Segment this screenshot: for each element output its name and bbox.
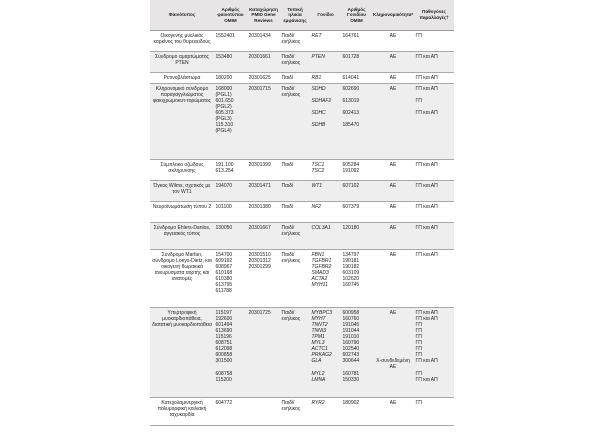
header-phenotype: Φαινότυπος: [150, 0, 214, 31]
table-row: [150, 160, 454, 181]
onset-age-cell: Παιδί/ενήλικος: [280, 398, 310, 426]
phenotype-omim-cell: 130050: [214, 223, 247, 250]
table-row: [150, 73, 454, 84]
inheritance-cell: ΑΕ: [372, 84, 414, 160]
gene-cell: SDHD SDHAF2 SDHC SDHB: [310, 84, 341, 160]
header-phenotype-omim: Αριθμός φαινοτύπου OMIM: [214, 0, 247, 31]
inheritance-cell: ΑΕ: [372, 398, 414, 426]
gene-omim-cell: 600958 160760 191045 191044 191010 160790 102540 602743 300644 160781 150330: [341, 308, 372, 398]
variants-cell: ΓΠ και ΑΠ: [414, 160, 454, 181]
phenotype-omim-cell: 194070: [214, 181, 247, 202]
table-row: [150, 84, 454, 160]
inheritance-cell: ΑΕ: [372, 223, 414, 250]
gene-omim-cell: 602690 613019 602413 185470: [341, 84, 372, 160]
phenotype-cell: Κληρονομικό σύνδρομο παραγαγγλιώματος φαιοχρωμοκυτ-τορώματος: [150, 84, 214, 160]
phenotype-cell: Νευροϊνωμάτωση τύπου 2: [150, 202, 214, 223]
genetics-table: [150, 0, 454, 426]
phenotype-cell: Όγκος Wilms, σχετικός με τον WT1: [150, 181, 214, 202]
onset-age-cell: Παιδί: [280, 160, 310, 181]
phenotype-cell: Σύνδρομο Ehlers-Danlos, αγγειακός τύπος: [150, 223, 214, 250]
pmid-cell: 20301715: [247, 84, 280, 160]
onset-age-cell: Παιδί: [280, 73, 310, 84]
onset-age-cell: Παιδί/ενήλικος: [280, 223, 310, 250]
genetics-table-container: [150, 0, 454, 426]
gene-cell: TSC1 TSC2: [310, 160, 341, 181]
pmid-cell: 20301399: [247, 160, 280, 181]
pmid-cell: [247, 398, 280, 426]
gene-cell: NF2: [310, 202, 341, 223]
variants-cell: ΓΠ και ΑΠ ΓΠ και ΑΠ ΓΠ ΓΠ ΓΠ ΓΠ ΓΠ ΓΠ ΓΠ και ΑΠ ΓΠ ΓΠ και ΑΠ: [414, 308, 454, 398]
phenotype-omim-cell: 191.100 613.254: [214, 160, 247, 181]
table-row: [150, 31, 454, 52]
gene-cell: RYR2: [310, 398, 341, 426]
onset-age-cell: Παιδί: [280, 202, 310, 223]
gene-omim-cell: 605284 191092: [341, 160, 372, 181]
table-row: [150, 52, 454, 73]
gene-cell: WT1: [310, 181, 341, 202]
gene-cell: PTEN: [310, 52, 341, 73]
phenotype-omim-cell: 154700 609192 608967 610168 610380 613795 611788: [214, 250, 247, 308]
phenotype-cell: Ρετινοβλάστωμα: [150, 73, 214, 84]
variants-cell: ΓΠ και ΑΠ ΓΠ ΓΠ και ΑΠ: [414, 84, 454, 160]
header-gene: Γονίδιο: [310, 0, 341, 31]
phenotype-cell: Υπερτροφική μυοκαρδιοπάθεια, διατατική μυοκαρδιοπάθεια: [150, 308, 214, 398]
onset-age-cell: Παιδί/ενήλικος: [280, 31, 310, 52]
phenotype-cell: Σύμπλοκο οζώδους σκλήρυνσης: [150, 160, 214, 181]
gene-omim-cell: 164761: [341, 31, 372, 52]
pmid-cell: 20301661: [247, 52, 280, 73]
phenotype-omim-cell: 168000 (PGL1) 601.650 (PGL2) 605.373 (PGL3) 115.310 (PGL4): [214, 84, 247, 160]
table-row: [150, 202, 454, 223]
gene-omim-cell: 120180: [341, 223, 372, 250]
inheritance-cell: ΑΕ: [372, 250, 414, 308]
pmid-cell: 20301725: [247, 308, 280, 398]
pmid-cell: 20301625: [247, 73, 280, 84]
inheritance-cell: ΑΕ: [372, 31, 414, 52]
gene-cell: COL3A1: [310, 223, 341, 250]
variants-cell: ΓΠ και ΑΠ: [414, 250, 454, 308]
variants-cell: ΓΠ και ΑΠ: [414, 73, 454, 84]
inheritance-cell: ΑΕ: [372, 202, 414, 223]
gene-omim-cell: 614041: [341, 73, 372, 84]
phenotype-cell: Σύνδρομο αμαρτώματος PTEN: [150, 52, 214, 73]
header-gene-omim: Αριθμός Γονιδίου OMIM: [341, 0, 372, 31]
header-variants: Παθογόνες παραλλαγές†: [414, 0, 454, 31]
header-pmid: Καταχώρηση PMID Gene Reviews: [247, 0, 280, 31]
gene-omim-cell: 601728: [341, 52, 372, 73]
gene-omim-cell: 607102: [341, 181, 372, 202]
phenotype-cell: Οικογενής μυελικός καρκίνος του θυρεοειδούς: [150, 31, 214, 52]
onset-age-cell: Παιδί/ενήλικος: [280, 308, 310, 398]
variants-cell: ΓΠ και ΑΠ: [414, 223, 454, 250]
gene-omim-cell: 607379: [341, 202, 372, 223]
onset-age-cell: Παιδί/ενήλικος: [280, 84, 310, 160]
header-row: [150, 0, 454, 31]
variants-cell: ΓΠ και ΑΠ: [414, 181, 454, 202]
inheritance-cell: ΑΕ: [372, 160, 414, 181]
table-row: [150, 250, 454, 308]
phenotype-omim-cell: 604772: [214, 398, 247, 426]
phenotype-omim-cell: 101100: [214, 202, 247, 223]
inheritance-cell: ΑΕ: [372, 181, 414, 202]
header-onset-age: Τυπική ηλικία εμφάνισης: [280, 0, 310, 31]
variants-cell: ΓΠ: [414, 31, 454, 52]
table-row: [150, 308, 454, 398]
phenotype-cell: Κατεχολαμινεργική πολυμορφική κοιλιακή ταχυκαρδία: [150, 398, 214, 426]
inheritance-cell: ΑΕ Χ-συνδεδεμένη ΑΕ: [372, 308, 414, 398]
phenotype-omim-cell: 115197 192600 601494 613690 115196 608751 612098 600858 301500 608758 115200: [214, 308, 247, 398]
pmid-cell: 20301510 20301312 20301299: [247, 250, 280, 308]
gene-cell: RET: [310, 31, 341, 52]
header-inheritance: Κληρονομικότητα*: [372, 0, 414, 31]
table-row: [150, 398, 454, 426]
pmid-cell: 20301471: [247, 181, 280, 202]
onset-age-cell: Παιδί/ενήλικος: [280, 52, 310, 73]
gene-cell: RB1: [310, 73, 341, 84]
onset-age-cell: Παιδί: [280, 181, 310, 202]
inheritance-cell: ΑΕ: [372, 73, 414, 84]
phenotype-omim-cell: 153480: [214, 52, 247, 73]
variants-cell: ΓΠ και ΑΠ: [414, 52, 454, 73]
pmid-cell: 20301380: [247, 202, 280, 223]
variants-cell: ΓΠ και ΑΠ: [414, 202, 454, 223]
onset-age-cell: Παιδί/ενήλικος: [280, 250, 310, 308]
table-header: [150, 0, 454, 31]
pmid-cell: 20301667: [247, 223, 280, 250]
table-body: [150, 31, 454, 426]
gene-cell: MYBPC3 MYH7 TNNT2 TNNI3 TPM1 MYL3 ACTC1 PRKAG2 GLA MYL2 LMNA: [310, 308, 341, 398]
gene-omim-cell: 134797 190181 190182 603109 102620 160745: [341, 250, 372, 308]
gene-omim-cell: 180902: [341, 398, 372, 426]
phenotype-omim-cell: 1552401: [214, 31, 247, 52]
phenotype-cell: Σύνδρομο Marfan, σύνδρομο Loeys-Dietz, και οικογενή θωρακικά ανευρύσματα αορτής και ανατομές: [150, 250, 214, 308]
table-row: [150, 181, 454, 202]
phenotype-omim-cell: 180200: [214, 73, 247, 84]
gene-cell: FBN1 TGFBR1 TGFBR2 SMAD3 ACTA2 MYH11: [310, 250, 341, 308]
variants-cell: ΓΠ: [414, 398, 454, 426]
table-row: [150, 223, 454, 250]
inheritance-cell: ΑΕ: [372, 52, 414, 73]
pmid-cell: 20301434: [247, 31, 280, 52]
